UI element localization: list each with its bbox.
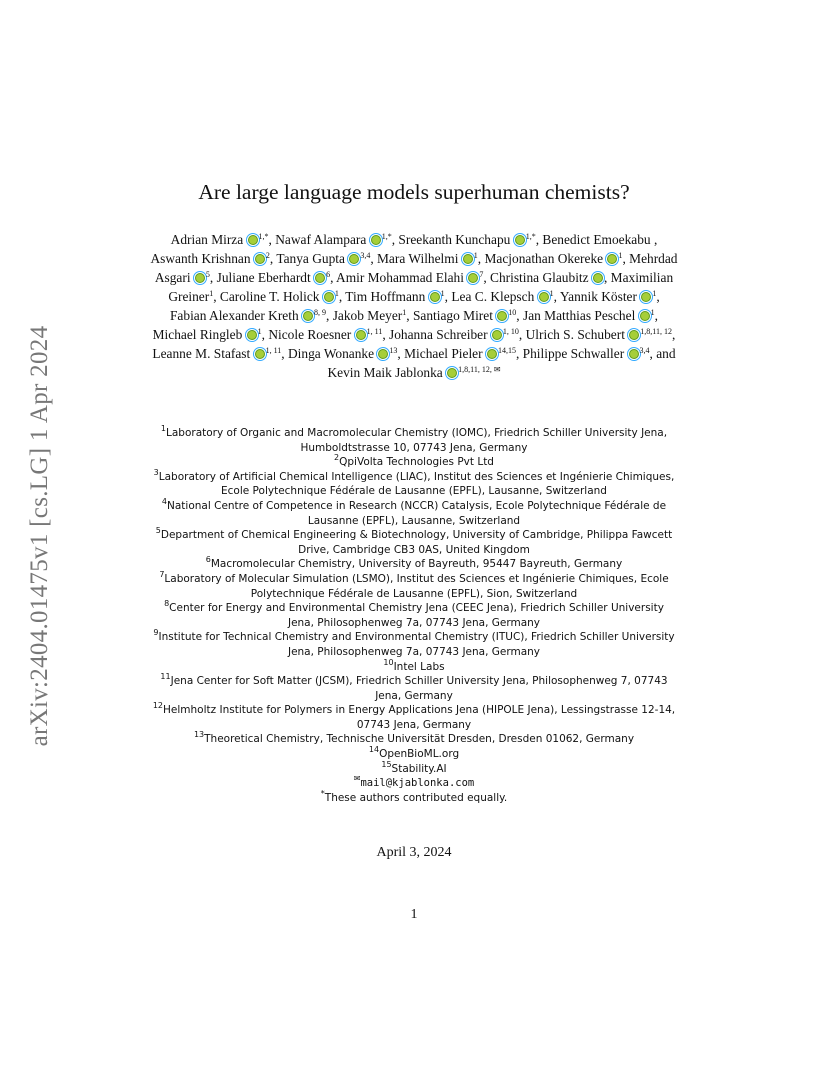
affiliation-text: Laboratory of Artificial Chemical Intelligence (LIAC), Institut des Sciences et Ingénierie Chimiques, Ecole Polytechnique Fédérale de Lausanne (EPFL), Lausanne, Switzerland	[158, 470, 675, 498]
author	[170, 308, 333, 323]
author-separator: ,	[326, 308, 333, 323]
orcid-icon[interactable]	[629, 330, 639, 340]
author-name: Sreekanth Kunchapu	[398, 232, 511, 247]
author	[542, 232, 657, 247]
author-separator: ,	[650, 232, 658, 247]
author-name: Aswanth Krishnan	[150, 251, 251, 266]
affiliation-list	[150, 426, 678, 805]
orcid-icon[interactable]	[248, 235, 258, 245]
author	[268, 327, 389, 342]
author-name: Tanya Gupta	[276, 251, 345, 266]
equal-contribution-note	[150, 788, 678, 806]
author	[389, 327, 526, 342]
author-name: Caroline T. Holick	[219, 289, 320, 304]
corresponding-email[interactable]	[150, 776, 678, 791]
author-separator: ,	[338, 289, 346, 304]
author	[484, 251, 629, 266]
orcid-icon[interactable]	[371, 235, 381, 245]
author-separator: ,	[268, 232, 276, 247]
author	[275, 232, 398, 247]
author	[153, 327, 269, 342]
affiliation-text: Laboratory of Organic and Macromolecular Chemistry (IOMC), Friedrich Schiller University Jena, Humboldtstrasse 10, 07743 Jena, Germany	[166, 427, 668, 454]
author-separator: ,	[603, 270, 611, 285]
author	[526, 327, 676, 342]
author-separator: ,	[515, 346, 523, 361]
author-affiliation-marks: 3,4	[360, 251, 371, 260]
affiliation	[150, 732, 678, 747]
author-name: Maximilian Greiner	[168, 270, 674, 304]
author-affiliation-marks: 1	[257, 327, 262, 336]
author-separator: ,	[370, 251, 378, 266]
affiliation	[150, 528, 678, 557]
orcid-icon[interactable]	[447, 368, 457, 378]
orcid-icon[interactable]	[640, 311, 650, 321]
author	[451, 289, 559, 304]
affiliation-text: Macromolecular Chemistry, University of Bayreuth, 95447 Bayreuth, Germany	[210, 558, 623, 571]
author-name: Macjonathan Okereke	[484, 251, 604, 266]
affiliation-mark: 4	[161, 496, 168, 506]
author-separator: ,	[654, 308, 659, 323]
orcid-icon[interactable]	[492, 330, 502, 340]
page-number: 1	[410, 907, 418, 922]
author-separator: ,	[261, 327, 269, 342]
author-affiliation-marks: 10	[508, 308, 517, 317]
orcid-icon[interactable]	[463, 254, 473, 264]
author-affiliation-marks: 1, 10	[502, 327, 519, 336]
author-affiliation-marks: 1	[402, 308, 407, 317]
author-separator: ,	[330, 270, 337, 285]
author-name: Adrian Mirza	[170, 232, 244, 247]
affiliation-mark: 8	[164, 599, 170, 609]
author-separator: ,	[656, 289, 660, 304]
author-separator: ,	[622, 251, 630, 266]
author-affiliation-marks: 8, 9	[314, 308, 326, 317]
author-affiliation-marks: 1, 11	[366, 327, 383, 336]
affiliation-mark: 3	[153, 467, 159, 477]
affiliation-text: Theoretical Chemistry, Technische Universität Dresden, Dresden 01062, Germany	[204, 733, 635, 746]
orcid-icon[interactable]	[356, 330, 366, 340]
affiliation-mark: 13	[193, 730, 205, 740]
author	[398, 232, 542, 247]
orcid-icon[interactable]	[247, 330, 257, 340]
author-affiliation-marks: 1	[618, 251, 623, 260]
affiliation	[150, 569, 678, 601]
author-affiliation-marks: 1,*	[381, 232, 392, 241]
orcid-icon[interactable]	[629, 349, 639, 359]
author-name: Mara Wilhelmi	[377, 251, 459, 266]
orcid-icon[interactable]	[195, 273, 205, 283]
author-affiliation-marks: 13	[389, 346, 398, 355]
author	[336, 270, 490, 285]
affiliation	[150, 557, 678, 572]
orcid-icon[interactable]	[378, 349, 388, 359]
author-separator: ,	[209, 270, 217, 285]
affiliation	[150, 657, 678, 675]
author-separator: ,	[406, 308, 413, 323]
affiliation-mark: 1	[160, 424, 167, 433]
author-name: Leanne M. Stafast	[152, 346, 251, 361]
affiliation	[150, 496, 678, 528]
asterisk-mark: *	[320, 788, 325, 798]
orcid-icon[interactable]	[539, 292, 549, 302]
author-affiliation-marks: 14,15	[497, 346, 516, 355]
orcid-icon[interactable]	[315, 273, 325, 283]
orcid-icon[interactable]	[255, 254, 265, 264]
affiliation	[150, 630, 678, 659]
author-name: Benedict Emoekabu	[542, 232, 651, 247]
author-affiliation-marks: 3,4	[639, 346, 650, 355]
affiliation	[150, 455, 678, 470]
author-affiliation-marks: 2	[265, 251, 270, 260]
author-name: Nawaf Alampara	[275, 232, 367, 247]
orcid-icon[interactable]	[303, 311, 313, 321]
author-separator: ,	[477, 251, 485, 266]
author-name: Tim Hoffmann	[345, 289, 426, 304]
author-name: Michael Pieler	[404, 346, 483, 361]
affiliation-mark: 5	[155, 526, 161, 536]
affiliation-mark: 10	[383, 657, 394, 667]
affiliation-text: OpenBioML.org	[379, 748, 460, 761]
author	[345, 289, 451, 304]
affiliation	[150, 759, 678, 777]
author-separator: ,	[444, 289, 452, 304]
author-separator: ,	[281, 346, 288, 361]
affiliation-text: QpiVolta Technologies Pvt Ltd	[339, 456, 494, 469]
author-list	[150, 230, 678, 382]
email-icon: ✉	[353, 774, 361, 784]
publication-date: April 3, 2024	[376, 845, 452, 860]
author-separator: ,	[535, 232, 543, 247]
author-affiliation-marks: 1	[549, 289, 554, 298]
affiliation	[150, 426, 678, 455]
author-name: Jakob Meyer	[332, 308, 403, 323]
author-affiliation-marks: 7	[479, 270, 484, 279]
author-affiliation-marks: 1	[440, 289, 445, 298]
affiliation-mark: 6	[205, 555, 211, 565]
author-name: Nicole Roesner	[268, 327, 352, 342]
orcid-icon[interactable]	[497, 311, 507, 321]
affiliation-text: Intel Labs	[393, 660, 445, 673]
orcid-icon[interactable]	[593, 273, 603, 283]
author-name: Mehrdad Asgari	[154, 251, 678, 285]
author-name: Christina Glaubitz	[490, 270, 589, 285]
affiliation-mark: 14	[368, 745, 380, 755]
orcid-icon[interactable]	[324, 292, 334, 302]
author-separator: ,	[672, 327, 676, 342]
author-affiliation-marks: 1,8,11, 12, ✉	[458, 365, 501, 374]
author	[217, 270, 336, 285]
affiliation-text: Jena Center for Soft Matter (JCSM), Friedrich Schiller University Jena, Philosophenweg 7, 07743 Jena, Germany	[170, 675, 668, 702]
author-name: Amir Mohammad Elahi	[336, 270, 464, 285]
author-name: Ulrich S. Schubert	[525, 327, 625, 342]
affiliation-text: Helmholtz Institute for Polymers in Energy Applications Jena (HIPOLE Jena), Lessingstrasse 12-14, 07743 Jena, Germany	[163, 704, 676, 731]
orcid-icon[interactable]	[255, 349, 265, 359]
affiliation	[150, 674, 678, 703]
author-affiliation-marks: 1	[650, 308, 655, 317]
author	[150, 251, 276, 266]
author-name: Juliane Eberhardt	[216, 270, 311, 285]
affiliation-mark: 12	[152, 701, 164, 711]
affiliation	[150, 703, 678, 732]
affiliation-text: Department of Chemical Engineering & Biotechnology, University of Cambridge, Philippa Fawcett Drive, Cambridge CB3 0AS, United Kingdom	[160, 529, 673, 556]
affiliation-text: Center for Energy and Environmental Chemistry Jena (CEEC Jena), Friedrich Schiller University Jena, Philosophenweg 7a, 07743 Jena, Germany	[169, 602, 664, 629]
author	[404, 346, 523, 361]
affiliation-text: Stability.AI	[391, 762, 447, 775]
paper-title: Are large language models superhuman chemists?	[198, 180, 630, 204]
author-affiliation-marks: 1	[652, 289, 657, 298]
author	[490, 270, 611, 285]
affiliation	[150, 467, 678, 499]
author	[413, 308, 523, 323]
author-name: Dinga Wonanke	[287, 346, 375, 361]
author-affiliation-marks: 1,*	[258, 232, 269, 241]
author	[220, 289, 345, 304]
author-affiliation-marks: 5	[205, 270, 210, 279]
affiliation-text: Institute for Technical Chemistry and Environmental Chemistry (ITUC), Friedrich Schiller University Jena, Philosophenweg 7a, 07743 Jena, Germany	[158, 631, 675, 658]
author-separator: ,	[382, 327, 390, 342]
author-name: Johanna Schreiber	[389, 327, 488, 342]
orcid-icon[interactable]	[468, 273, 478, 283]
author	[523, 308, 658, 323]
affiliation-mark: 7	[159, 569, 165, 579]
affiliation-mark: 9	[153, 628, 159, 638]
author	[152, 346, 288, 361]
author-name: Fabian Alexander Kreth	[169, 308, 299, 323]
affiliation	[150, 747, 678, 762]
affiliation	[150, 601, 678, 630]
author-affiliation-marks: 1,8,11, 12	[640, 327, 672, 336]
author-separator: ,	[391, 232, 399, 247]
author	[327, 365, 500, 380]
author-name: Lea C. Klepsch	[451, 289, 535, 304]
affiliation-text: Laboratory of Molecular Simulation (LSMO), Institut des Sciences et Ingénierie Chimiques, Ecole Polytechnique Fédérale de Lausanne (EPFL), Sion, Switzerland	[164, 572, 669, 600]
author-name: Philippe Schwaller	[522, 346, 625, 361]
author-name: Santiago Miret	[412, 308, 493, 323]
author-separator: ,	[213, 289, 220, 304]
author-separator: ,	[518, 327, 526, 342]
affiliation-mark: 15	[381, 759, 392, 769]
author	[333, 308, 413, 323]
affiliation-mark: 11	[160, 672, 171, 682]
author	[288, 346, 404, 361]
author-separator: ,	[483, 270, 491, 285]
affiliation-text: National Centre of Competence in Research (NCCR) Catalysis, Ecole Polytechnique Fédérale de Lausanne (EPFL), Lausanne, Switzerland	[167, 499, 667, 527]
author-name: Michael Ringleb	[152, 327, 243, 342]
author	[523, 346, 676, 361]
author-affiliation-marks: 1	[209, 289, 214, 298]
affiliation-mark: 2	[334, 453, 340, 463]
orcid-icon[interactable]	[430, 292, 440, 302]
orcid-icon[interactable]	[641, 292, 651, 302]
author-affiliation-marks: 1, 11	[265, 346, 282, 355]
author-separator: ,	[269, 251, 277, 266]
orcid-icon[interactable]	[487, 349, 497, 359]
equal-contribution-text: These authors contributed equally.	[324, 791, 508, 804]
orcid-icon[interactable]	[349, 254, 359, 264]
author	[276, 251, 377, 266]
orcid-icon[interactable]	[515, 235, 525, 245]
author-separator: , and	[649, 346, 676, 361]
author-affiliation-marks: 6	[326, 270, 331, 279]
author-separator: ,	[397, 346, 405, 361]
author	[171, 232, 276, 247]
author-affiliation-marks: 1	[473, 251, 478, 260]
author	[560, 289, 660, 304]
author-affiliation-marks: 1,*	[525, 232, 536, 241]
author-name: Jan Matthias Peschel	[522, 308, 636, 323]
author-name: Kevin Maik Jablonka	[327, 365, 443, 380]
author-affiliation-marks: 1	[334, 289, 339, 298]
email-address[interactable]: mail@kjablonka.com	[360, 777, 475, 790]
author-name: Yannik Köster	[559, 289, 637, 304]
orcid-icon[interactable]	[607, 254, 617, 264]
arxiv-identifier: arXiv:2404.01475v1 [cs.LG] 1 Apr 2024	[26, 325, 53, 747]
author	[377, 251, 484, 266]
author-separator: ,	[516, 308, 523, 323]
author-separator: ,	[553, 289, 560, 304]
